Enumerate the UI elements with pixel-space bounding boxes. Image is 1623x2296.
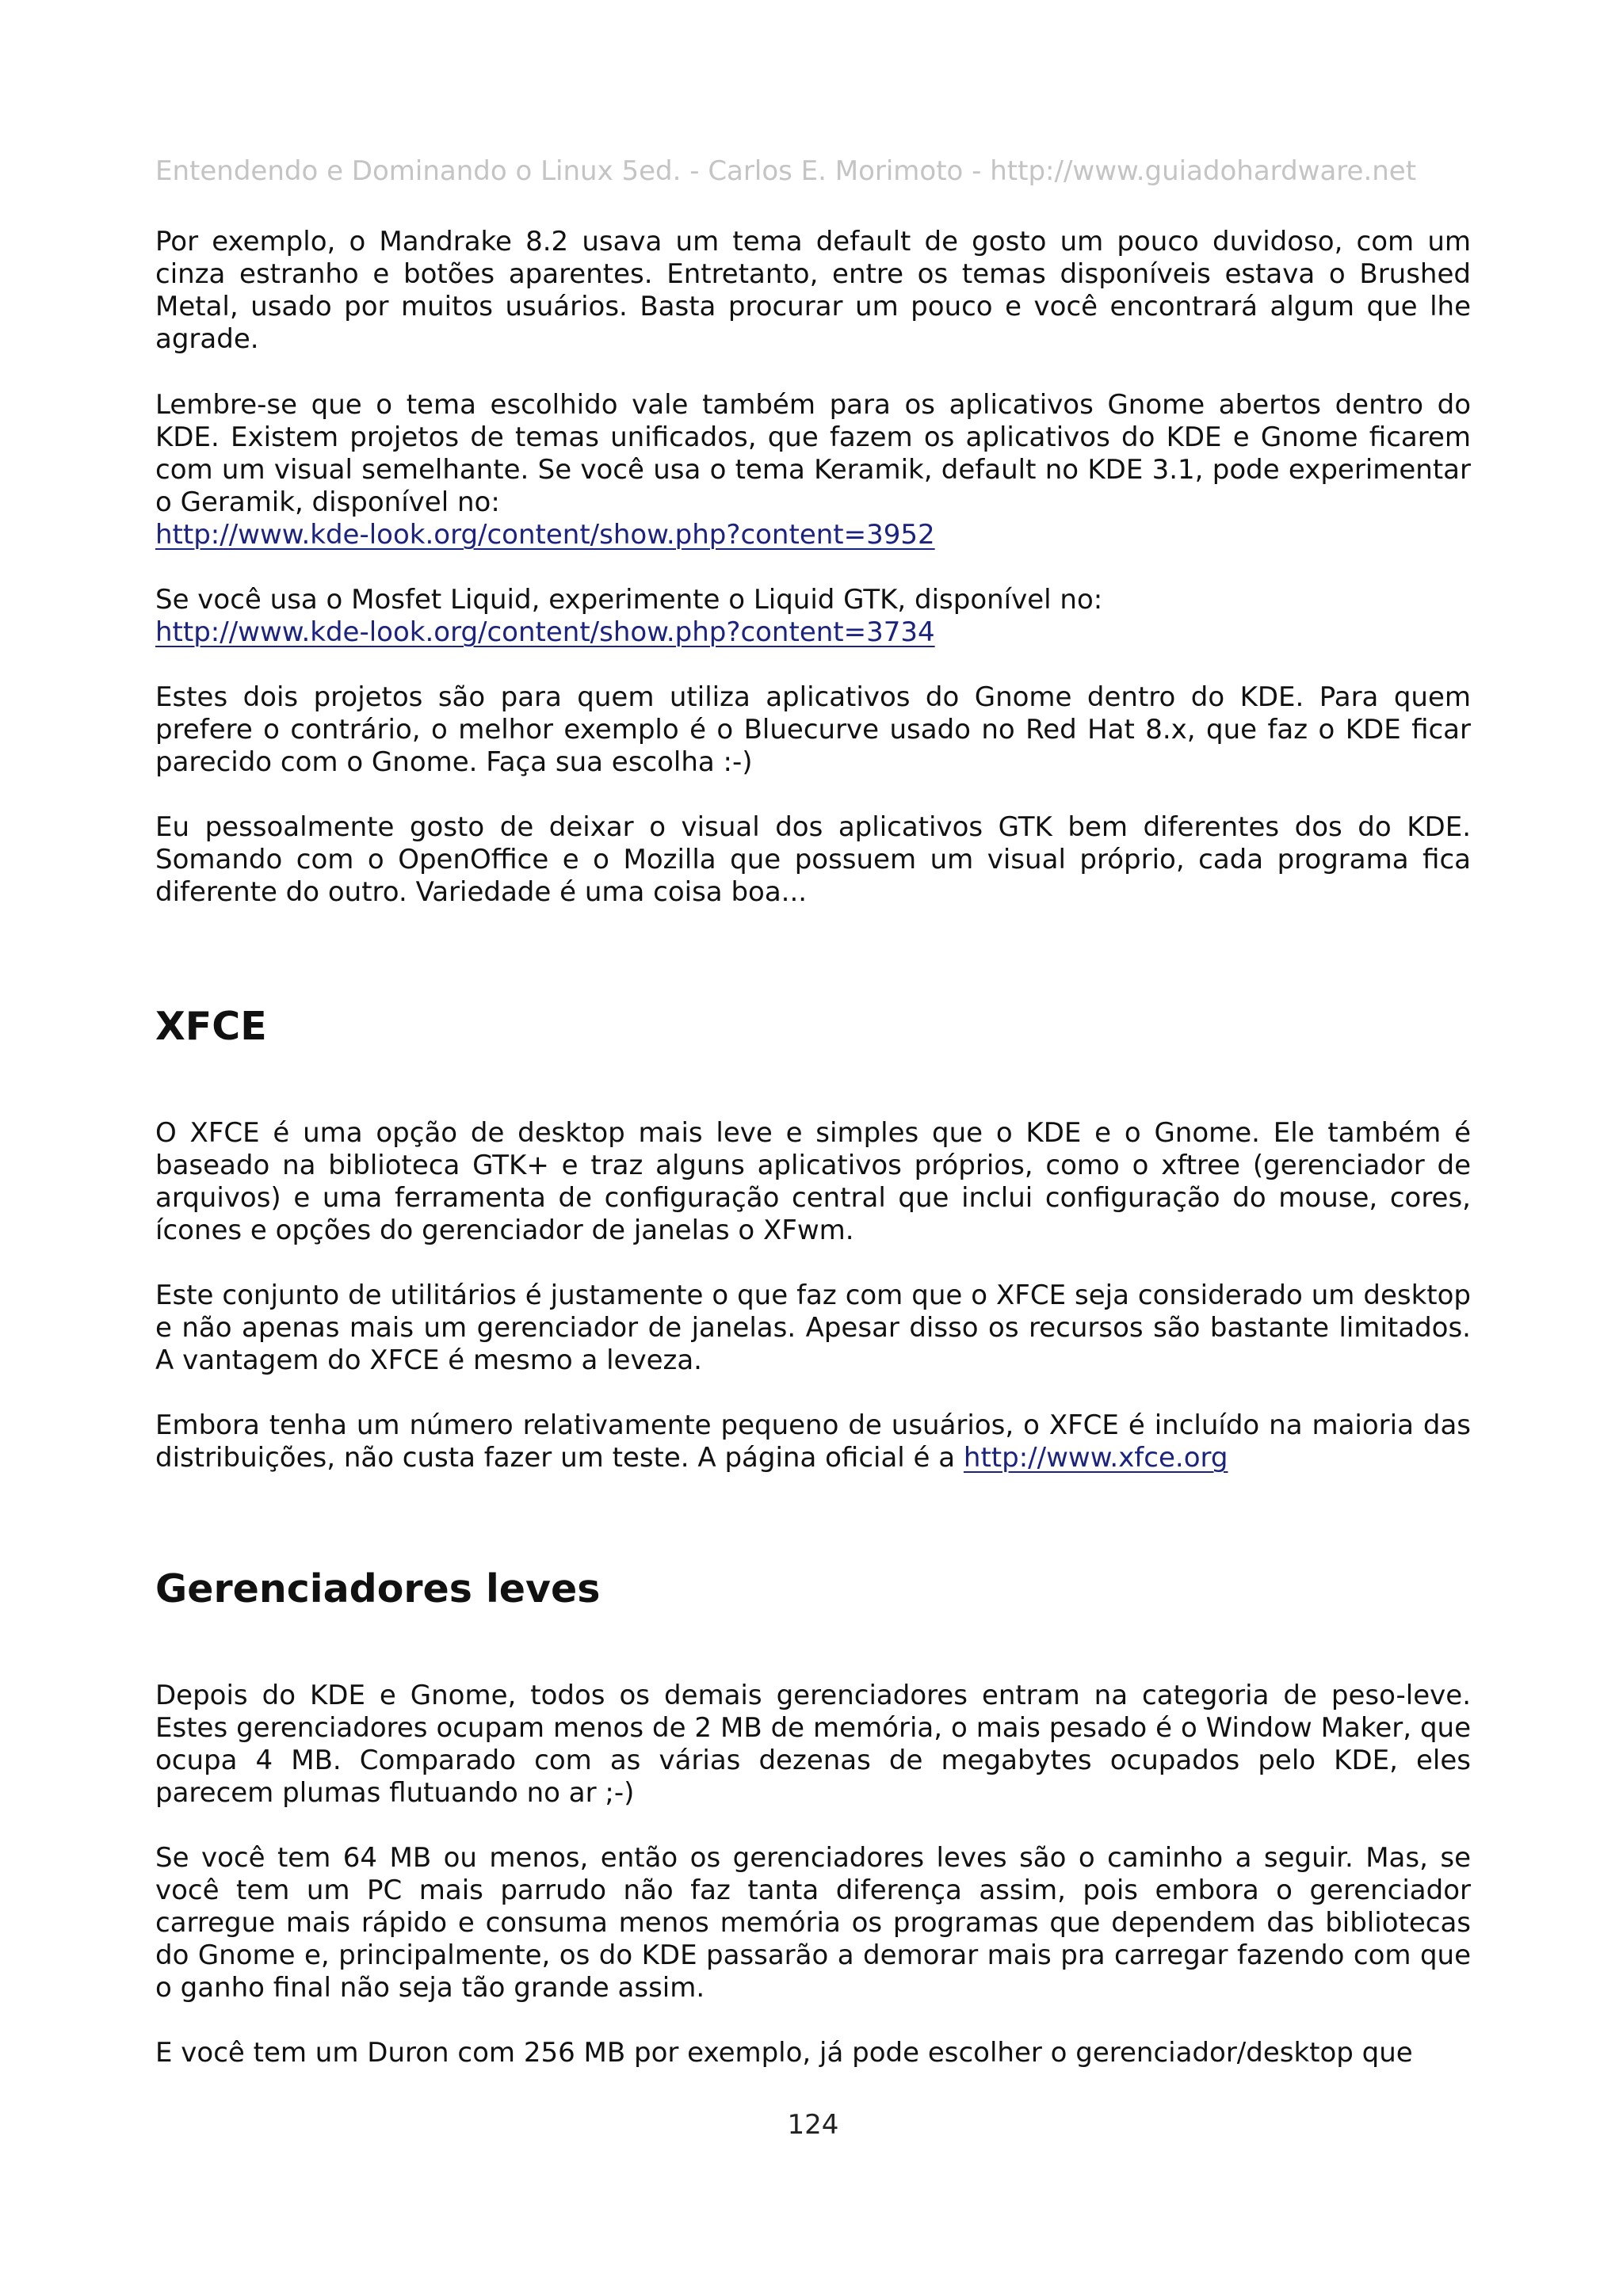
section-title-xfce: XFCE xyxy=(155,1004,267,1049)
paragraph-xfce-official-page xyxy=(155,1409,1471,1474)
running-header: Entendendo e Dominando o Linux 5ed. - Carlos E. Morimoto - http://www.guiadohardware.net xyxy=(155,155,1417,187)
paragraph-xfce-official-page-text: Embora tenha um número relativamente pequeno de usuários, o XFCE é incluído na maioria das distribuições, não custa fazer um teste. A página oficial é a xyxy=(155,1409,1471,1474)
paragraph-liquid-gtk xyxy=(155,584,1471,649)
liquid-gtk-link[interactable]: http://www.kde-look.org/content/show.php?content=3734 xyxy=(155,616,935,648)
paragraph-unified-themes xyxy=(155,389,1471,551)
paragraph-peso-leve: Depois do KDE e Gnome, todos os demais gerenciadores entram na categoria de peso-leve. Estes gerenciadores ocupam menos de 2 MB de memória, o mais pesado é o Window Maker, que ocupa 4 MB. Comparado com as várias dezenas de megabytes ocupados pelo KDE, eles parecem plumas flutuando no ar ;-) xyxy=(155,1680,1471,1809)
paragraph-xfce-utilities: Este conjunto de utilitários é justamente o que faz com que o XFCE seja considerado um desktop e não apenas mais um gerenciador de janelas. Apesar disso os recursos são bastante limitados. A vantagem do XFCE é mesmo a leveza. xyxy=(155,1280,1471,1376)
paragraph-duron: E você tem um Duron com 256 MB por exemplo, já pode escolher o gerenciador/desktop que xyxy=(155,2037,1413,2069)
paragraph-64mb: Se você tem 64 MB ou menos, então os gerenciadores leves são o caminho a seguir. Mas, se você tem um PC mais parrudo não faz tanta diferença assim, pois embora o gerenciador carregue mais rápido e consuma menos memória os programas que dependem das bibliotecas do Gnome e, principalmente, os do KDE passarão a demorar mais pra carregar fazendo com que o ganho final não seja tão grande assim. xyxy=(155,1842,1471,2004)
paragraph-liquid-gtk-text: Se você usa o Mosfet Liquid, experimente o Liquid GTK, disponível no: xyxy=(155,584,1103,616)
paragraph-unified-themes-text: Lembre-se que o tema escolhido vale também para os aplicativos Gnome abertos dentro do KDE. Existem projetos de temas unificados, que fazem os aplicativos do KDE e Gnome ficarem com um visual semelhante. Se você usa o tema Keramik, default no KDE 3.1, pode experimentar o Geramik, disponível no: xyxy=(155,389,1471,518)
geramik-link[interactable]: http://www.kde-look.org/content/show.php?content=3952 xyxy=(155,519,935,551)
page-number: 124 xyxy=(787,2109,839,2141)
paragraph-visual-variety: Eu pessoalmente gosto de deixar o visual dos aplicativos GTK bem diferentes dos do KDE. Somando com o OpenOffice e o Mozilla que possuem um visual próprio, cada programa fica diferente do outro. Variedade é uma coisa boa... xyxy=(155,811,1471,908)
section-title-gerenciadores-leves: Gerenciadores leves xyxy=(155,1566,601,1611)
paragraph-bluecurve: Estes dois projetos são para quem utiliza aplicativos do Gnome dentro do KDE. Para quem prefere o contrário, o melhor exemplo é o Bluecurve usado no Red Hat 8.x, que faz o KDE ficar parecido com o Gnome. Faça sua escolha :-) xyxy=(155,681,1471,778)
xfce-link[interactable]: http://www.xfce.org xyxy=(963,1442,1228,1474)
paragraph-xfce-intro: O XFCE é uma opção de desktop mais leve e simples que o KDE e o Gnome. Ele também é baseado na biblioteca GTK+ e traz alguns aplicativos próprios, como o xftree (gerenciador de arquivos) e uma ferramenta de configuração central que inclui configuração do mouse, cores, ícones e opções do gerenciador de janelas o XFwm. xyxy=(155,1117,1471,1246)
paragraph-mandrake-theme: Por exemplo, o Mandrake 8.2 usava um tema default de gosto um pouco duvidoso, com um cinza estranho e botões aparentes. Entretanto, entre os temas disponíveis estava o Brushed Metal, usado por muitos usuários. Basta procurar um pouco e você encontrará algum que lhe agrade. xyxy=(155,226,1471,355)
